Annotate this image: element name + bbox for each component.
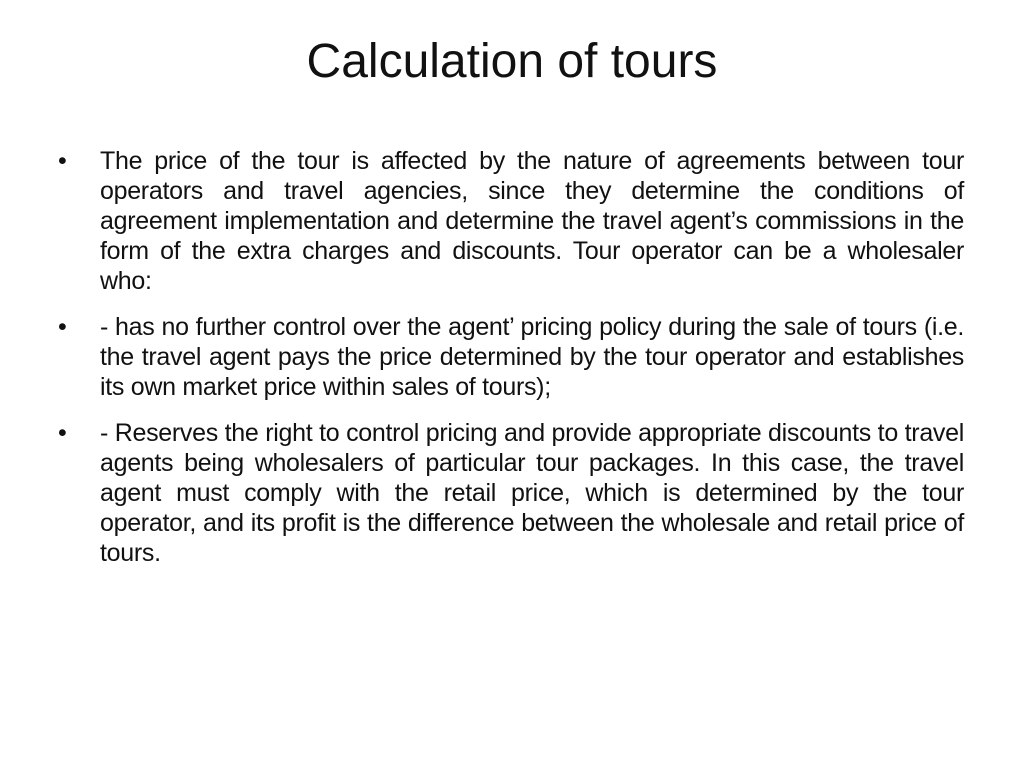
- bullet-text: - has no further control over the agent’ pricing policy during the sale of tours (i.e. the travel agent pays the price determined by the tour operator and establishes its own market price within sales of tours);: [100, 313, 964, 401]
- bullet-text: The price of the tour is affected by the nature of agreements between tour operators and travel agencies, since they determine the conditions of agreement implementation and determine the travel agent’s commissions in the form of the extra charges and discounts. Tour operator can be a wholesaler who:: [100, 147, 964, 295]
- slide-title: Calculation of tours: [306, 35, 718, 88]
- bullet-text: - Reserves the right to control pricing and provide appropriate discounts to travel agents being wholesalers of particular tour packages. In this case, the travel agent must comply with the retail price, which is determined by the tour operator, and its profit is the difference between the wholesale and retail price of tours.: [100, 419, 964, 567]
- bullet-item: [58, 312, 964, 402]
- bullet-dot-icon: •: [58, 313, 67, 341]
- bullet-dot-icon: •: [58, 147, 67, 175]
- bullet-dot-icon: •: [58, 419, 67, 447]
- bullet-item: [58, 418, 964, 568]
- bullet-item: [58, 146, 964, 296]
- bullet-list: [58, 146, 964, 584]
